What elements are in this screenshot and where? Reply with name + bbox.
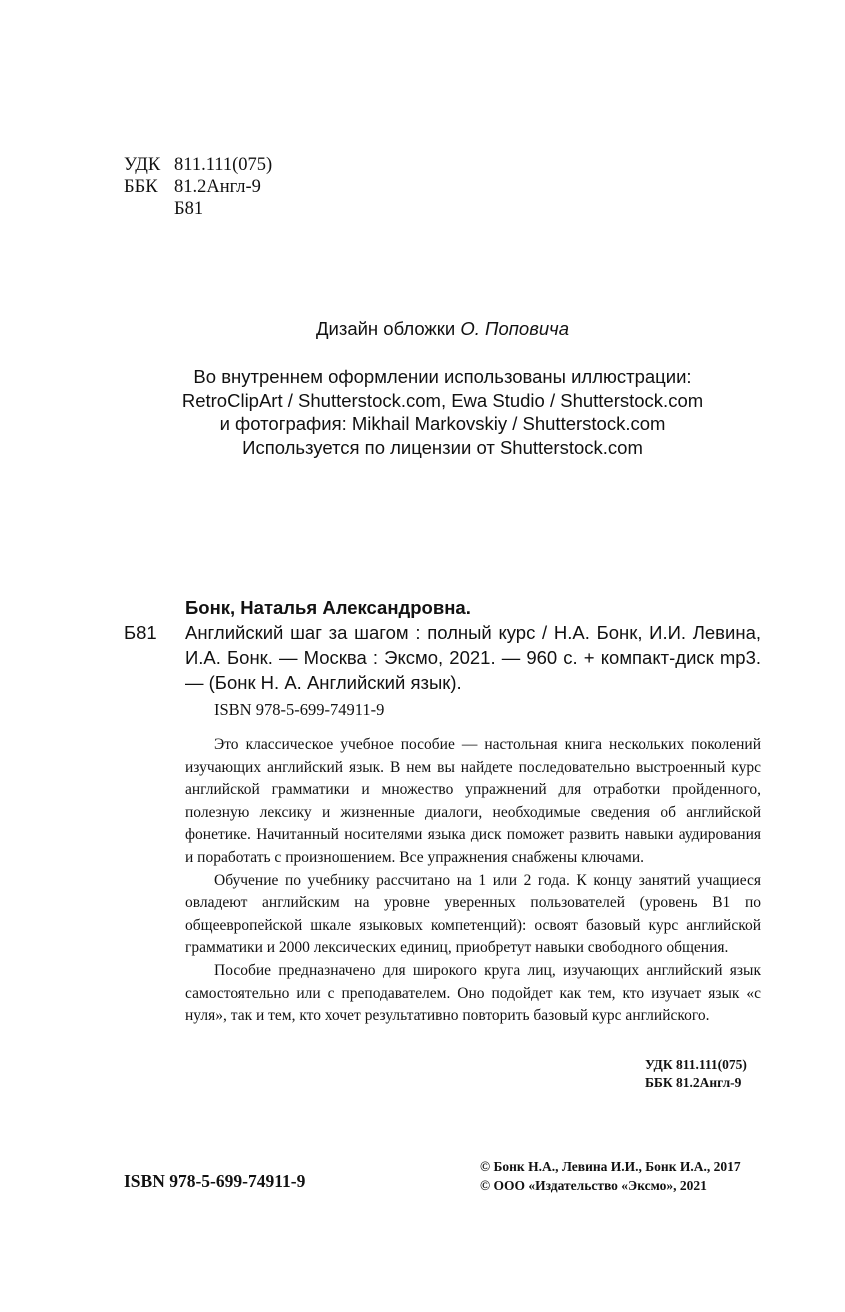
udk-row [124,154,272,176]
annotation-paragraph: Обучение по учебнику рассчитано на 1 или 2 года. К концу занятий учащиеся овладеют английским на уровне уверенных пользователей (уровень B1 по общеевропейской шкале языковых компетенций): освоят базовый курс английской грамматики и 2000 лексических единиц, приобретут навыки свободного общения. [185,871,761,957]
annotation-paragraph: Это классическое учебное пособие — настольная книга нескольких поколений изучающих английский язык. В нем вы найдете последовательно выстроенный курс английской грамматики и множество упражнений для отработки пройденного, полезную лексику и жизненные диалоги, необходимые сведения об английской фонетике. Начитанный носителями языка диск поможет развить навыки аудирования и поработать с произношением. Все упражнения снабжены ключами. [185,736,761,866]
design-prefix: Дизайн обложки [315,318,456,339]
bibliographic-entry: Английский шаг за шагом : полный курс / Н.А. Бонк, И.И. Левина, И.А. Бонк. — Москва : Эксмо, 2021. — 960 с. + компакт-диск mp3. — (Бонк Н. А. Английский язык). [185,622,761,693]
author-mark: Б81 [174,199,204,219]
bibliographic-author: Бонк, Наталья Александровна. [185,597,471,618]
bbk-label: ББК [124,177,158,197]
illustration-credit-line: и фотография: Mikhail Markovskiy / Shutterstock.com [219,413,666,434]
footer-classification-codes [645,1056,747,1092]
annotation-paragraph: Пособие предназначено для широкого круга лиц, изучающих английский язык самостоятельно или с преподавателем. Оно подойдет как тем, кто изучает язык «с нуля», так и тем, кто хочет результативно повторить базовый курс английского. [185,961,761,1025]
author-mark-row [124,198,272,220]
copyright-authors: © Бонк Н.А., Левина И.И., Бонк И.А., 2017 [480,1159,741,1174]
illustration-credit-line: Используется по лицензии от Shutterstock.com [242,436,643,458]
copyright-publisher: © ООО «Издательство «Эксмо», 2021 [480,1178,707,1193]
udk-label: УДК [124,155,161,175]
illustration-credits [0,365,845,459]
footer-bbk: ББК 81.2Англ-9 [645,1075,742,1090]
footer-udk: УДК 811.111(075) [645,1057,747,1072]
footer-isbn: ISBN 978-5-699-74911-9 [124,1171,306,1191]
classification-codes [124,154,272,220]
copyright-notice [480,1157,741,1195]
bibliographic-code: Б81 [124,622,157,643]
udk-value: 811.111(075) [174,155,273,175]
annotation [185,734,761,1028]
designer-name: О. Поповича [460,318,570,339]
bibliographic-isbn: ISBN 978-5-699-74911-9 [214,700,385,719]
illustration-credit-line: RetroClipArt / Shutterstock.com, Ewa Studio / Shutterstock.com [181,389,704,411]
cover-design-credit [0,317,845,341]
bbk-row [124,176,272,198]
illustration-credit-line: Во внутреннем оформлении использованы иллюстрации: [193,366,692,387]
bbk-value: 81.2Англ-9 [174,177,261,197]
